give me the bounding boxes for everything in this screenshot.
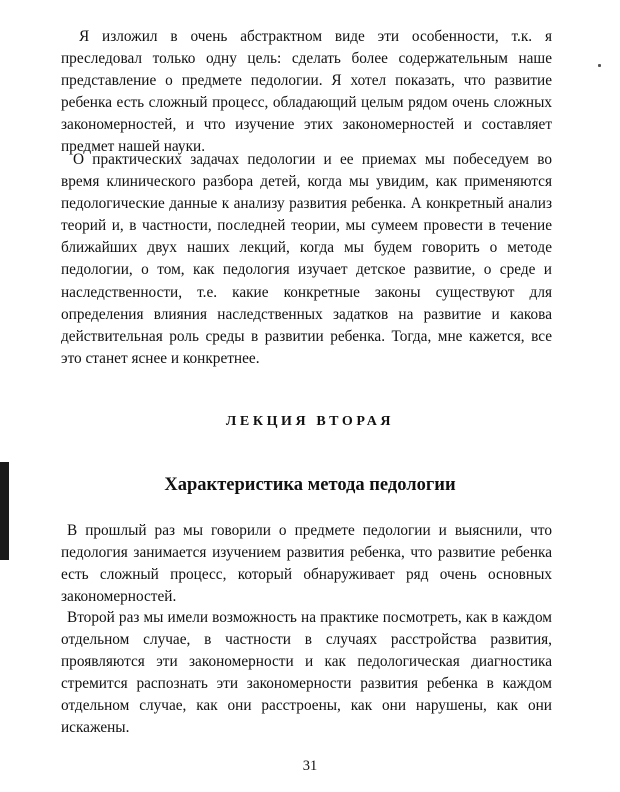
paragraph-1: Я изложил в очень абстрактном виде эти особенности, т.к. я преследовал только одну цель: сделать более содержательным наше представление о предмете педологии. Я хотел показать, что развитие ребенка есть сложный процесс, обладающий целым рядом очень сложных закономерностей, и что изучение этих закономерностей и составляет предмет нашей науки. <box>61 28 552 156</box>
paragraph-3: В прошлый раз мы говорили о предмете педологии и выяснили, что педология занимается изучением развития ребенка, что развитие ребенка есть сложный процесс, который обнаруживает ряд очень основных закономерностей. <box>61 522 552 606</box>
scan-speck <box>598 64 601 67</box>
paragraph-2: О практических задачах педологии и ее приемах мы побеседуем во время клинического разбора детей, когда мы увидим, как применяются педологические данные к анализу развития ребенка. А конкретный анализ теорий и, в частности, последней теории, мы сумеем провести в течение ближайших двух наших лекций, когда мы будем говорить о методе педологии, о том, как педология изучает детское развитие, о среде и наследственности, т.е. какие конкретные законы существуют для определения влияния наследственных задатков на развитие и какова действительная роль среды в развитии ребенка. Тогда, мне кажется, все это станет яснее и конкретнее. <box>61 151 552 367</box>
page-number: 31 <box>302 758 318 774</box>
paragraph-4: Второй раз мы имели возможность на практике посмотреть, как в каждом отдельном случае, в частности в случаях расстройства развития, проявляются эти закономерности и как педологическая диагностика стремится распознать эти закономерности развития ребенка в каждом отдельном случае, как они расстроены, как они нарушены, как они искажены. <box>61 609 552 737</box>
lecture-heading: ЛЕКЦИЯ ВТОРАЯ <box>225 414 395 429</box>
chapter-title: Характеристика метода педологии <box>164 475 456 495</box>
